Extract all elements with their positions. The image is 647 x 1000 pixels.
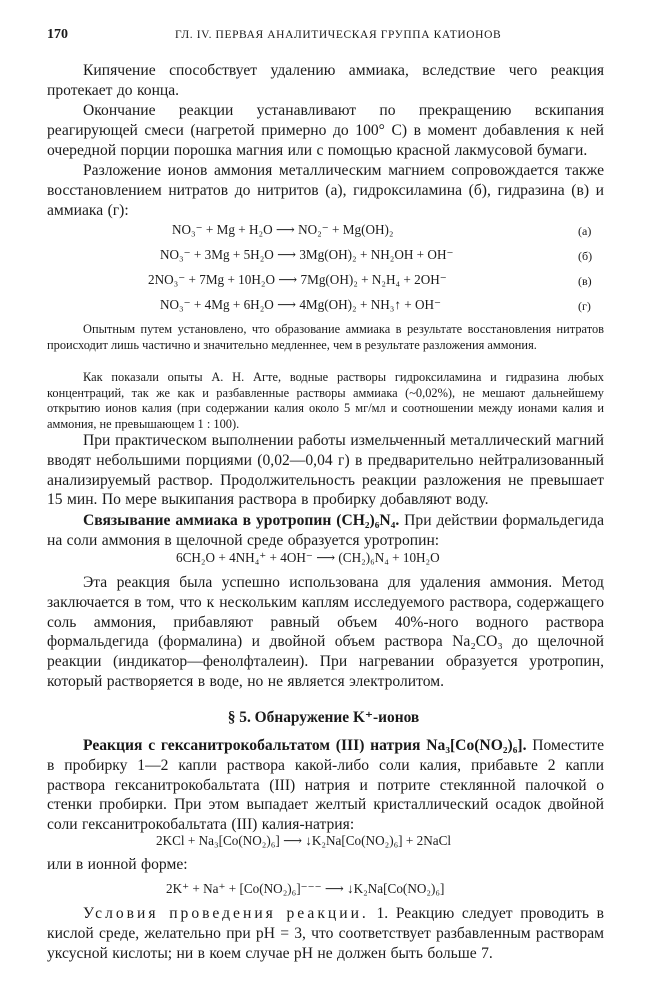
equation-ionic: 2K⁺ + Na⁺ + [Co(NO₂)₆]⁻⁻⁻ ⟶ ↓K₂Na[Co(NO₂)₆] — [166, 881, 445, 896]
section-heading: § 5. Обнаружение K⁺-ионов — [227, 709, 420, 726]
equation-a: NO₃⁻ + Mg + H₂O ⟶ NO₂⁻ + Mg(OH)₂ — [172, 222, 394, 237]
note-agte-experiments: Как показали опыты А. Н. Агте, водные растворы гидроксиламина и гидразина любых концентраций, так же как и разбавленные растворы аммиака (~0,02%), не мешают дальнейшему открытию ионов калия (при содержании калия около 5 мг/мл и соотношении между ионами калия и аммония, не превышающем 1 : 100). — [47, 370, 604, 431]
equation-a-label: (а) — [578, 224, 592, 238]
paragraph-cobaltinitrite-reaction — [47, 736, 604, 835]
equation-d: NO₃⁻ + 4Mg + 6H₂O ⟶ 4Mg(OH)₂ + NH₃↑ + OH⁻ — [160, 297, 441, 312]
equation-b: NO₃⁻ + 3Mg + 5H₂O ⟶ 3Mg(OH)₂ + NH₂OH + OH⁻ — [160, 247, 454, 262]
conditions-spaced-heading: Условия проведения реакции. — [83, 905, 369, 922]
paragraph-urotropin — [47, 511, 604, 551]
paragraph-magnesium-decomposition: Разложение ионов аммония металлическим магнием сопровождается также восстановлением нитратов до нитритов (а), гидроксиламина (б), гидразина (в) и аммиака (г): — [47, 162, 604, 219]
paragraph-boiling: Кипячение способствует удалению аммиака, вследствие чего реакция протекает до конца. — [47, 62, 604, 99]
chapter-title: ГЛ. IV. ПЕРВАЯ АНАЛИТИЧЕСКАЯ ГРУППА КАТИОНОВ — [175, 29, 502, 41]
page-number: 170 — [47, 27, 68, 42]
equation-d-label: (г) — [578, 299, 591, 313]
paragraph-ammonium-removal: Эта реакция была успешно использована для удаления аммония. Метод заключается в том, что к нескольким каплям исследуемого раствора, содержащего соль аммония, прибавляют равный объем 40%-ного водного раствора формальдегида (формалина) и двойной объем раствора Na₂CO₃ до щелочной реакции (индикатор—фенолфталеин). При нагревании образуется уротропин, который растворяется в воде, но не является электролитом. — [47, 574, 604, 690]
equation-b-label: (б) — [578, 249, 593, 263]
equation-kcl: 2KCl + Na₃[Co(NO₂)₆] ⟶ ↓K₂Na[Co(NO₂)₆] + 2NaCl — [156, 833, 452, 848]
reaction-bold-heading: Реакция с гексанитрокобальтатом (III) натрия Na₃[Co(NO₂)₆]. — [83, 737, 527, 754]
equation-urotropin: 6CH₂O + 4NH₄⁺ + 4OH⁻ ⟶ (CH₂)₆N₄ + 10H₂O — [176, 550, 440, 565]
urotropin-text: При действии формальдегида на соли аммония в щелочной среде образуется уротропин: — [47, 512, 604, 549]
note-nitrate-reduction: Опытным путем установлено, что образование аммиака в результате восстановления нитратов происходит лишь частично и значительно медленнее, чем в результате разложения аммония. — [47, 322, 604, 352]
paragraph-end-of-reaction: Окончание реакции устанавливают по прекращению вскипания реагирующей смеси (нагретой примерно до 100° C) в момент добавления к ней очередной порции порошка магния или с помощью красной лакмусовой бумаги. — [47, 102, 604, 159]
reaction-text: Поместите в пробирку 1—2 капли раствора какой-либо соли калия, прибавьте 2 капли раствора гексанитрокобальтата (III) натрия и потрите стеклянной палочкой о стенки пробирки. При этом выпадает желтый кристаллический осадок двойной соли гексанитрокобальтата (III) калия-натрия: — [47, 737, 605, 834]
equation-c-label: (в) — [578, 274, 592, 288]
paragraph-practical-procedure: При практическом выполнении работы измельченный металлический магний вводят небольшими порциями (0,02—0,04 г) в предварительно нейтрализованный анализируемый раствор. Продолжительность реакции разложения не превышает 15 мин. По мере выкипания раствора в пробирку добавляют воду. — [47, 432, 604, 509]
running-header — [47, 27, 607, 45]
equation-c: 2NO₃⁻ + 7Mg + 10H₂O ⟶ 7Mg(OH)₂ + N₂H₄ + 2OH⁻ — [148, 272, 447, 287]
conditions-text: 1. Реакцию следует проводить в кислой среде, желательно при pH = 3, что соответствует разбавленным растворам уксусной кислоты; ни в коем случае pH не должен быть больше 7. — [47, 905, 604, 962]
ionic-form-label: или в ионной форме: — [47, 856, 188, 873]
paragraph-reaction-conditions — [47, 904, 604, 963]
urotropin-bold-heading: Связывание аммиака в уротропин (CH₂)₆N₄. — [83, 512, 400, 529]
